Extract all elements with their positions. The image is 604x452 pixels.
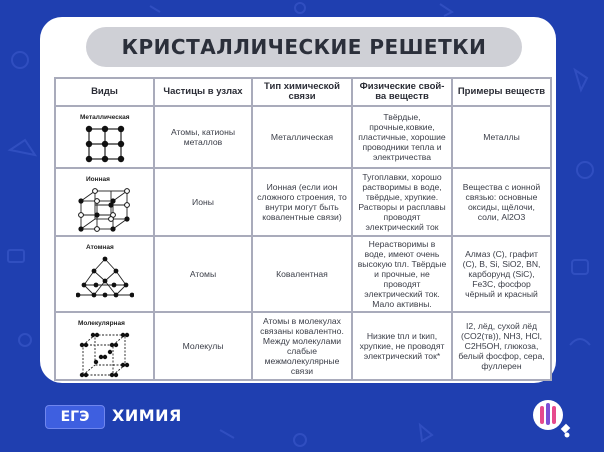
cell-particles: Ионы [154, 168, 252, 236]
lattice-type-label: Атомная [86, 244, 114, 251]
cell-type [55, 106, 154, 168]
table-row [55, 106, 551, 168]
cell-bond: Ионная (если ион сложного строения, то внутри могут быть ковалентные связи) [252, 168, 352, 236]
cell-properties: Тугоплавки, хорошо растворимы в воде, твёрдые, хрупкие. Растворы и расплавы проводят электрический ток [352, 168, 452, 236]
cell-particles: Атомы, катионы металлов [154, 106, 252, 168]
cell-examples: Металлы [452, 106, 551, 168]
examples-text: Вещества с ионной связью: основные оксиды, щёлочи, соли, Al2O3 [462, 182, 541, 222]
exam-badge-label: ЕГЭ [60, 409, 90, 425]
cell-examples [452, 168, 551, 236]
cell-type [55, 236, 154, 312]
header-bond: Тип химической связи [252, 78, 352, 106]
cell-bond: Атомы в молекулах связаны ковалентно. Между молекулами слабые межмолекулярные связи [252, 312, 352, 380]
table-row [55, 236, 551, 312]
header-examples: Примеры веществ [452, 78, 551, 106]
atomic-lattice-icon [76, 255, 134, 301]
table-row [55, 312, 551, 380]
header-types: Виды [55, 78, 154, 106]
crystal-lattice-table [54, 77, 552, 381]
cell-properties: Твёрдые, прочные,ковкие, пластичные, хорошие проводники тепла и электричества [352, 106, 452, 168]
table-row [55, 168, 551, 236]
subject-title: ХИМИЯ [112, 406, 182, 425]
cell-type [55, 168, 154, 236]
cell-bond: Ковалентная [252, 236, 352, 312]
ionic-lattice-icon [77, 187, 133, 233]
page-title: КРИСТАЛЛИЧЕСКИЕ РЕШЕТКИ [121, 35, 487, 59]
lattice-type-label: Ионная [86, 176, 110, 183]
cell-particles: Молекулы [154, 312, 252, 380]
header-properties: Физические свой-ва веществ [352, 78, 452, 106]
table-header-row [55, 78, 551, 106]
cell-particles: Атомы [154, 236, 252, 312]
exam-badge [45, 405, 105, 429]
molecular-lattice-icon [79, 331, 131, 379]
cell-properties: Нерастворимы в воде, имеют очень высокую tпл. Твёрдые и прочные, не проводят электрический ток. Мало активны. [352, 236, 452, 312]
metallic-lattice-icon [85, 125, 125, 163]
header-particles: Частицы в узлах [154, 78, 252, 106]
title-banner [86, 27, 522, 67]
cell-examples: Алмаз (С), графит (С), B, Si, SiO2, BN, карборунд (SiC), Fe3C, фосфор чёрный и красный [452, 236, 551, 312]
lattice-type-label: Металлическая [80, 114, 130, 121]
cell-bond: Металлическая [252, 106, 352, 168]
cell-properties: Низкие tпл и tкип, хрупкие, не проводят электрический ток* [352, 312, 452, 380]
lattice-type-label: Молекулярная [78, 320, 125, 327]
cell-examples: I2, лёд, сухой лёд (CO2(тв)), NH3, HCl, C2H5OH, глюкоза, белый фосфор, сера, фуллерен [452, 312, 551, 380]
cell-type [55, 312, 154, 380]
brand-logo-icon [530, 397, 574, 441]
